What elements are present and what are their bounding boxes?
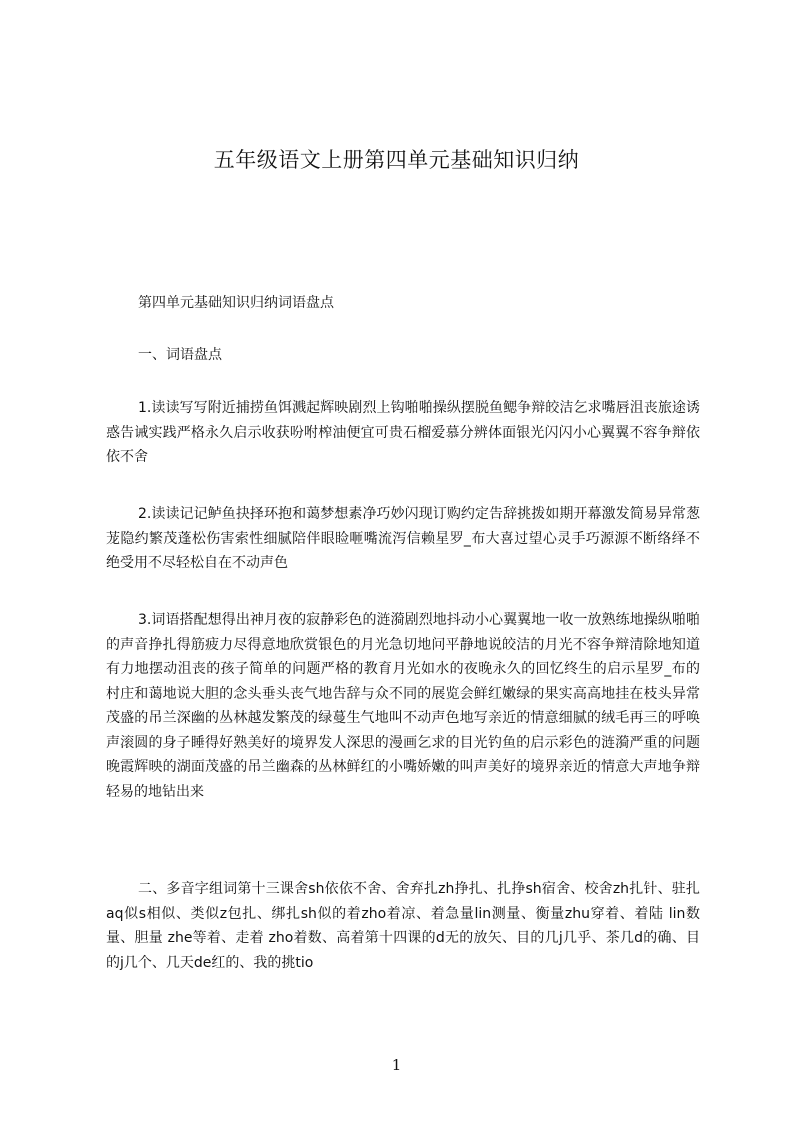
paragraph-read-remember: 2.读读记记鲈鱼抉择环抱和蔼梦想素净巧妙闪现订购约定告辞挑拨如期开幕激发简易异常葱茏隐约繁茂蓬松伤害索性细腻陪伴眼睑咂嘴流泻信赖星罗_布大喜过望心灵手巧源源不断络绎不绝受用不尽轻松自在不动声色 [106, 506, 700, 571]
paragraph-read-write: 1.读读写写附近捕捞鱼饵溅起辉映剧烈上钩啪啪操纵摆脱鱼鳃争辩皎洁乞求嘴唇沮丧旅途诱惑告诫实践严格永久启示收获吩咐榨油便宜可贵石榴爱慕分辨体面银光闪闪小心翼翼不容争辩依依不舍 [106, 400, 700, 465]
page-number: 1 [391, 1056, 402, 1074]
section-heading-vocabulary: 一、词语盘点 [138, 347, 222, 363]
subtitle: 第四单元基础知识归纳词语盘点 [138, 295, 334, 311]
page-title: 五年级语文上册第四单元基础知识归纳 [213, 148, 580, 172]
paragraph-polyphonic-words: 二、多音字组词第十三课舍sh依依不舍、舍弃扎zh挣扎、扎挣sh宿舍、校舍zh扎针、驻扎aq似s相似、类似z包扎、绑扎sh似的着zho着凉、着急量lin测量、衡量zhu穿着、着陆 lin数量、胆量 zhe等着、走着 zho着数、高着第十四课的d无的放矢、目的几j几乎、茶几d的确、目的j几个、几天de红的、我的挑tio [106, 881, 700, 971]
paragraph-word-collocation: 3.词语搭配想得出神月夜的寂静彩色的涟漪剧烈地抖动小心翼翼地一收一放熟练地操纵啪啪的声音挣扎得筋疲力尽得意地欣赏银色的月光急切地问平静地说皎洁的月光不容争辩清除地知道有力地摆动沮丧的孩子简单的问题严格的教育月光如水的夜晚永久的回忆终生的启示星罗_布的村庄和蔼地说大胆的念头垂头丧气地告辞与众不同的展览会鲜红嫩绿的果实高高地挂在枝头异常茂盛的吊兰深幽的丛林越发繁茂的绿蔓生气地叫不动声色地写亲近的情意细腻的绒毛再三的呼唤声滚圆的身子睡得好熟美好的境界发人深思的漫画乞求的目光钓鱼的启示彩色的涟漪严重的问题晚霞辉映的湖面茂盛的吊兰幽森的丛林鲜红的小嘴娇嫩的叫声美好的境界亲近的情意大声地争辩轻易的地钻出来 [106, 612, 700, 800]
